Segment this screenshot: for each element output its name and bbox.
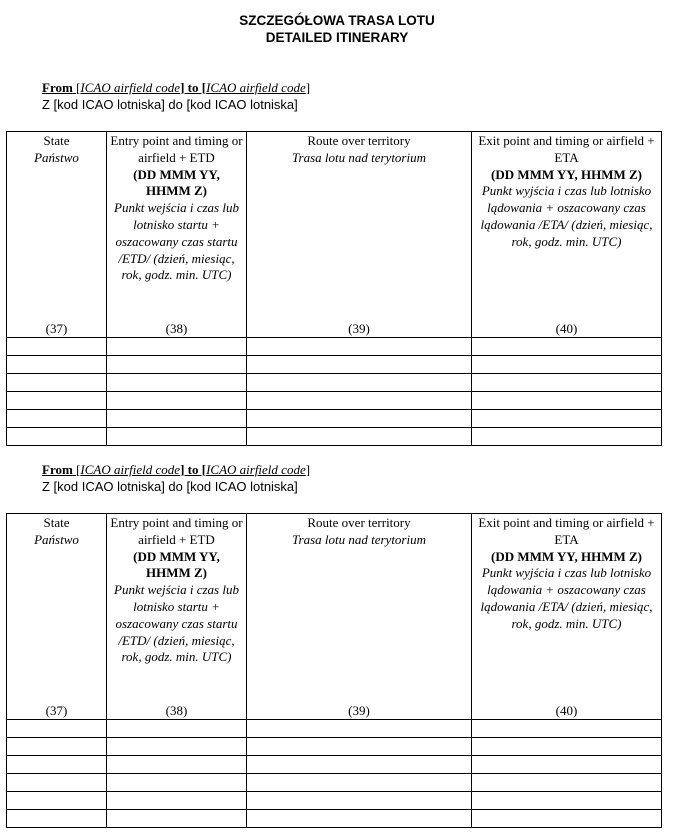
column-number: (40) [555, 703, 578, 718]
form-title [0, 12, 674, 46]
header-entry-point: Entry point and timing or airfield + ETD (DD MMM YY, HHMM Z) Punkt wejścia i czas lub lotnisko startu + oszacowany czas startu /ETD/ (dzień, miesiąc, rok, godz. min. UTC) (38) [107, 514, 247, 720]
cell-entry[interactable] [107, 410, 247, 428]
cell-entry[interactable] [107, 356, 247, 374]
cell-entry[interactable] [107, 756, 247, 774]
cell-state[interactable] [7, 756, 107, 774]
from-line-1: From [ICAO airfield code] to [ICAO airfield code] [42, 80, 311, 95]
cell-state[interactable] [7, 738, 107, 756]
cell-entry[interactable] [107, 338, 247, 356]
z-line-2: Z [kod ICAO lotniska] do [kod ICAO lotniska] [42, 479, 298, 494]
header-exit-point: Exit point and timing or airfield + ETA (DD MMM YY, HHMM Z) Punkt wyjścia i czas lub lotnisko lądowania + oszacowany czas lądowania /ETA/ (dzień, miesiąc, rok, godz. min. UTC) (40) [472, 514, 662, 720]
z-line-1: Z [kod ICAO lotniska] do [kod ICAO lotniska] [42, 97, 298, 112]
cell-state[interactable] [7, 720, 107, 738]
column-number: (37) [45, 703, 68, 718]
table-row [7, 410, 662, 428]
cell-exit[interactable] [472, 756, 662, 774]
cell-exit[interactable] [472, 374, 662, 392]
cell-route[interactable] [247, 338, 472, 356]
cell-exit[interactable] [472, 774, 662, 792]
column-number: (39) [348, 321, 370, 336]
cell-exit[interactable] [472, 428, 662, 446]
cell-state[interactable] [7, 410, 107, 428]
cell-entry[interactable] [107, 810, 247, 828]
column-number: (37) [45, 321, 68, 336]
cell-state[interactable] [7, 774, 107, 792]
cell-entry[interactable] [107, 792, 247, 810]
column-number: (38) [165, 703, 188, 718]
header-entry-point: Entry point and timing or airfield + ETD (DD MMM YY, HHMM Z) Punkt wejścia i czas lub lotnisko startu + oszacowany czas startu /ETD/ (dzień, miesiąc, rok, godz. min. UTC) (38) [107, 132, 247, 338]
header-exit-point: Exit point and timing or airfield + ETA (DD MMM YY, HHMM Z) Punkt wyjścia i czas lub lotnisko lądowania + oszacowany czas lądowania /ETA/ (dzień, miesiąc, rok, godz. min. UTC) (40) [472, 132, 662, 338]
table-row [7, 810, 662, 828]
cell-entry[interactable] [107, 392, 247, 410]
cell-route[interactable] [247, 774, 472, 792]
table-row [7, 392, 662, 410]
cell-route[interactable] [247, 756, 472, 774]
table-row [7, 756, 662, 774]
cell-route[interactable] [247, 410, 472, 428]
column-number: (40) [555, 321, 578, 336]
cell-route[interactable] [247, 392, 472, 410]
table-row [7, 338, 662, 356]
cell-entry[interactable] [107, 720, 247, 738]
cell-entry[interactable] [107, 374, 247, 392]
cell-exit[interactable] [472, 356, 662, 374]
header-row [7, 132, 662, 338]
table-row [7, 720, 662, 738]
cell-exit[interactable] [472, 720, 662, 738]
cell-route[interactable] [247, 428, 472, 446]
cell-state[interactable] [7, 810, 107, 828]
cell-exit[interactable] [472, 738, 662, 756]
cell-state[interactable] [7, 356, 107, 374]
cell-exit[interactable] [472, 792, 662, 810]
header-route: Route over territory Trasa lotu nad terytorium (39) [247, 132, 472, 338]
cell-route[interactable] [247, 374, 472, 392]
column-number: (39) [348, 703, 370, 718]
table-row [7, 356, 662, 374]
cell-state[interactable] [7, 792, 107, 810]
title-polish: SZCZEGÓŁOWA TRASA LOTU [239, 13, 435, 28]
header-route: Route over territory Trasa lotu nad terytorium (39) [247, 514, 472, 720]
itinerary-table-1 [6, 131, 662, 446]
cell-entry[interactable] [107, 428, 247, 446]
table-row [7, 428, 662, 446]
cell-entry[interactable] [107, 738, 247, 756]
cell-route[interactable] [247, 738, 472, 756]
cell-route[interactable] [247, 356, 472, 374]
from-line-2: From [ICAO airfield code] to [ICAO airfield code] [42, 462, 311, 477]
cell-exit[interactable] [472, 410, 662, 428]
title-english: DETAILED ITINERARY [265, 30, 409, 45]
cell-route[interactable] [247, 792, 472, 810]
header-state: State Państwo (37) [7, 514, 107, 720]
cell-exit[interactable] [472, 810, 662, 828]
table-row [7, 738, 662, 756]
table-row [7, 374, 662, 392]
header-row [7, 514, 662, 720]
cell-exit[interactable] [472, 338, 662, 356]
cell-state[interactable] [7, 392, 107, 410]
table-row [7, 792, 662, 810]
cell-route[interactable] [247, 720, 472, 738]
column-number: (38) [165, 321, 188, 336]
table-row [7, 774, 662, 792]
cell-state[interactable] [7, 428, 107, 446]
cell-route[interactable] [247, 810, 472, 828]
itinerary-table-2 [6, 513, 662, 828]
cell-entry[interactable] [107, 774, 247, 792]
cell-state[interactable] [7, 338, 107, 356]
header-state: State Państwo (37) [7, 132, 107, 338]
cell-exit[interactable] [472, 392, 662, 410]
cell-state[interactable] [7, 374, 107, 392]
